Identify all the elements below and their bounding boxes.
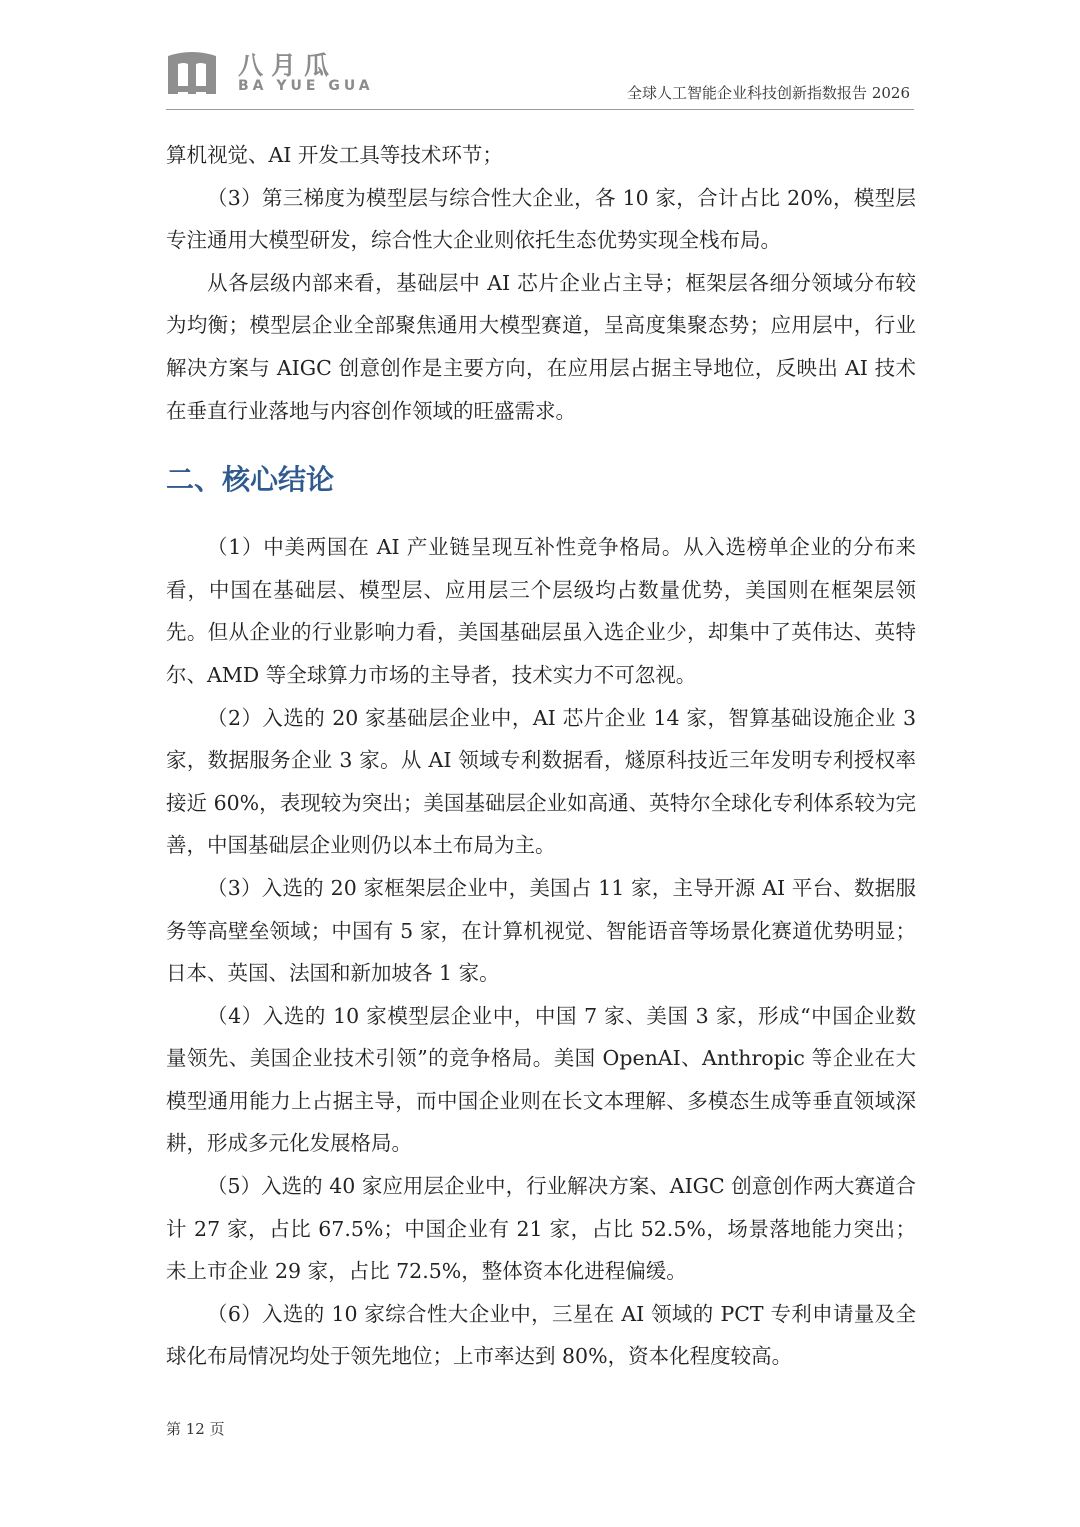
logo-chinese-text: 八月瓜 xyxy=(238,51,338,80)
conclusion-paragraph: （1）中美两国在 AI 产业链呈现互补性竞争格局。从入选榜单企业的分布来看，中国在基础层、模型层、应用层三个层级均占数量优势，美国则在框架层领先。但从企业的行业影响力看，美国基础层虽入选企业少，却集中了英伟达、英特尔、AMD 等全球算力市场的主导者，技术实力不可忽视。 xyxy=(166,535,916,687)
conclusion-paragraph: （2）入选的 20 家基础层企业中，AI 芯片企业 14 家，智算基础设施企业 3 家，数据服务企业 3 家。从 AI 领域专利数据看，燧原科技近三年发明专利授权率接近 60%，表现较为突出；美国基础层企业如高通、英特尔全球化专利体系较为完善，中国基础层企业则仍以本土布局为主。 xyxy=(166,705,916,858)
conclusion-paragraph: （5）入选的 40 家应用层企业中，行业解决方案、AIGC 创意创作两大赛道合计 27 家，占比 67.5%；中国企业有 21 家，占比 52.5%，场景落地能力突出；未上市企业 29 家，占比 72.5%，整体资本化进程偏缓。 xyxy=(166,1174,916,1284)
page-number: 第 12 页 xyxy=(166,1420,225,1438)
section-heading: 二、核心结论 xyxy=(166,463,335,497)
page-header xyxy=(0,0,1080,120)
conclusion-paragraph: （3）入选的 20 家框架层企业中，美国占 11 家，主导开源 AI 平台、数据服务等高壁垒领域；中国有 5 家，在计算机视觉、智能语音等场景化赛道优势明显；日本、英国、法国和新加坡各 1 家。 xyxy=(166,875,916,986)
page-content xyxy=(166,134,916,1378)
paragraph: 从各层级内部来看，基础层中 AI 芯片企业占主导；框架层各细分领域分布较为均衡；模型层企业全部聚焦通用大模型赛道，呈高度集聚态势；应用层中，行业解决方案与 AIGC 创意创作是主要方向，在应用层占据主导地位，反映出 AI 技术在垂直行业落地与内容创作领域的旺盛需求。 xyxy=(166,270,916,423)
bayuegua-logo-icon xyxy=(166,50,218,96)
conclusion-paragraph: （4）入选的 10 家模型层企业中，中国 7 家、美国 3 家，形成“中国企业数量领先、美国企业技术引领”的竞争格局。美国 OpenAI、Anthropic 等企业在大模型通用能力上占据主导，而中国企业则在长文本理解、多模态生成等垂直领域深耕，形成多元化发展格局。 xyxy=(166,1003,916,1156)
logo-english-text: BA YUE GUA xyxy=(238,78,374,94)
report-title: 全球人工智能企业科技创新指数报告 2026 xyxy=(627,84,910,102)
header-divider xyxy=(166,109,914,110)
paragraph: （3）第三梯度为模型层与综合性大企业，各 10 家，合计占比 20%，模型层专注通用大模型研发，综合性大企业则依托生态优势实现全栈布局。 xyxy=(166,185,916,253)
paragraph: 算机视觉、AI 开发工具等技术环节； xyxy=(166,143,503,167)
conclusion-paragraph: （6）入选的 10 家综合性大企业中，三星在 AI 领域的 PCT 专利申请量及全球化布局情况均处于领先地位；上市率达到 80%，资本化程度较高。 xyxy=(166,1301,916,1369)
